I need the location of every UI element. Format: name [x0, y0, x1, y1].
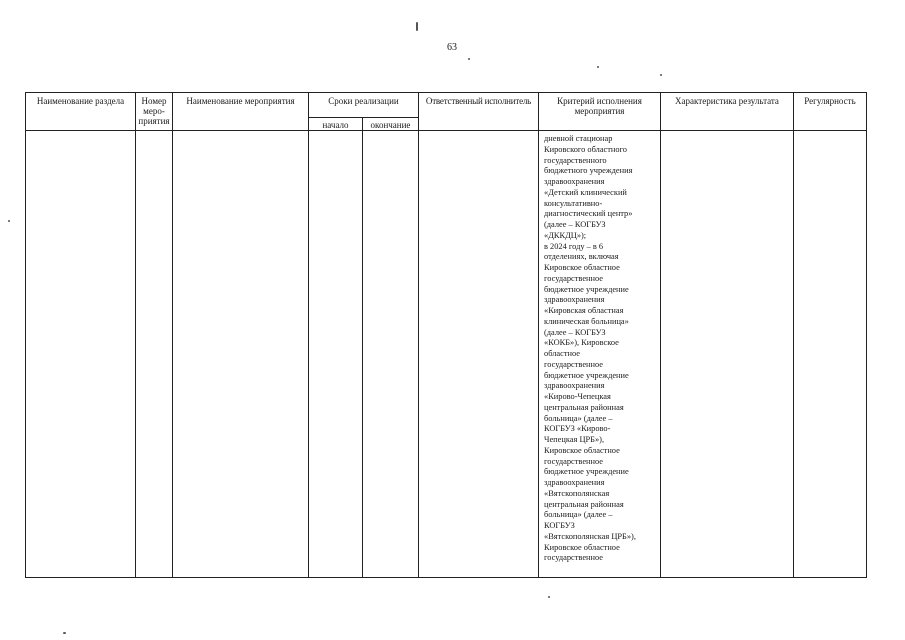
scan-speck — [597, 66, 599, 68]
header-criterion: Критерий исполнения мероприятия — [557, 96, 642, 116]
header-bottom-line — [26, 130, 866, 131]
scan-speck — [416, 22, 418, 31]
column-divider — [538, 93, 539, 577]
scan-speck — [63, 632, 66, 634]
header-result: Характеристика результата — [675, 96, 779, 106]
header-event-name: Наименование мероприятия — [186, 96, 295, 106]
header-regularity: Регулярность — [804, 96, 856, 106]
column-divider — [308, 93, 309, 577]
events-table — [25, 92, 867, 578]
header-timeline: Сроки реализации — [328, 96, 399, 106]
header-number: Номер меро- приятия — [138, 96, 170, 126]
header-section-name: Наименование раздела — [36, 96, 125, 106]
column-divider — [660, 93, 661, 577]
column-divider — [793, 93, 794, 577]
header-timeline-end: окончание — [370, 120, 411, 130]
scan-speck — [8, 220, 10, 222]
header-responsible: Ответственный исполнитель — [425, 96, 532, 106]
column-divider — [135, 93, 136, 577]
page-number: 63 — [447, 42, 457, 53]
scan-speck — [548, 596, 550, 598]
scan-speck — [660, 74, 662, 76]
column-divider — [172, 93, 173, 577]
timeline-subheader-divider — [308, 117, 418, 118]
header-timeline-start: начало — [322, 120, 349, 130]
criterion-cell: дневной стационар Кировского областного государственного бюджетного учреждения здравоохранения «Детский клинический консультативно- диагностический центр» (далее – КОГБУЗ «ДККДЦ»); в 2024 году – в 6 отделениях, включая Кировское областное государственное бюджетное учреждение здравоохранения «Кировская областная клиническая больница» (далее – КОГБУЗ «КОКБ»), Кировское областное государственное бюджетное учреждение здравоохранения «Кирово-Чепецкая центральная районная больница» (далее – КОГБУЗ «Кирово- Чепецкая ЦРБ»), Кировское областное государственное бюджетное учреждение здравоохранения «Вятскополянская центральная районная больница» (далее – КОГБУЗ «Вятскополянская ЦРБ»), Кировское областное государственное — [544, 134, 636, 563]
column-divider — [362, 117, 363, 577]
scan-speck — [468, 58, 470, 60]
column-divider — [418, 93, 419, 577]
